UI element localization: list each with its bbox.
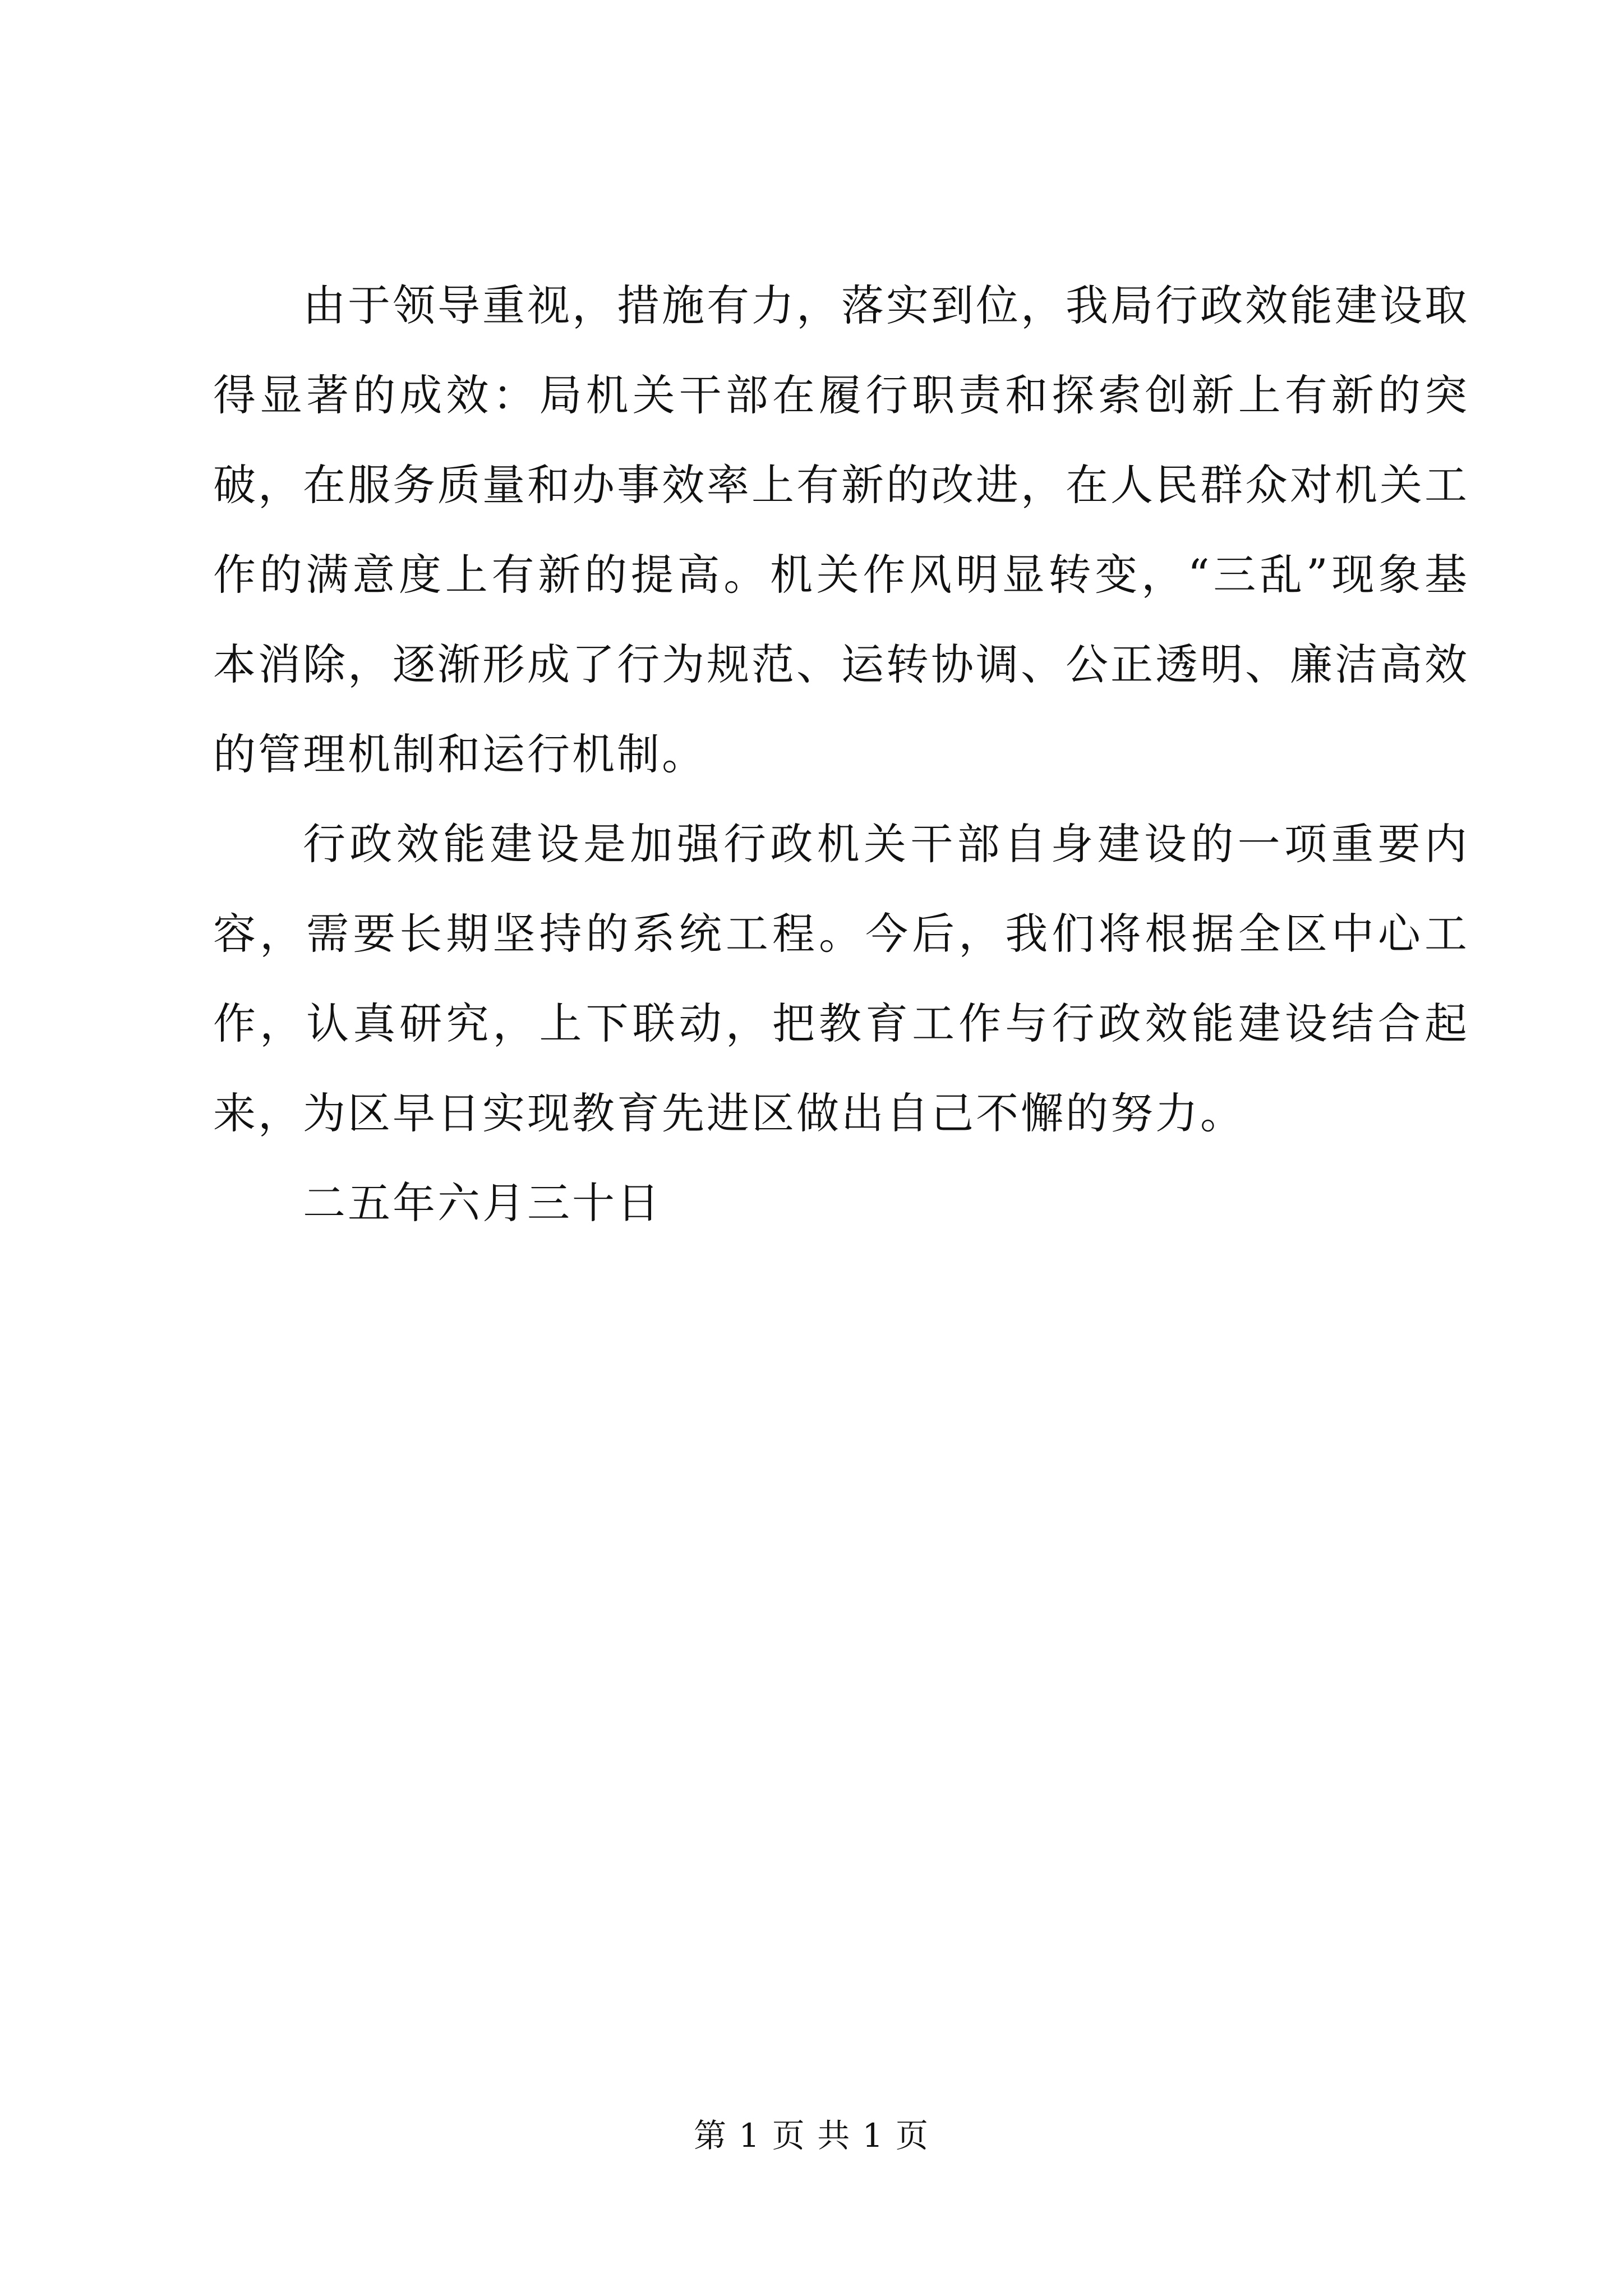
- paragraph-achievements: 由于领导重视，措施有力，落实到位，我局行政效能建设取得显著的成效：局机关干部在履行职责和探索创新上有新的突破，在服务质量和办事效率上有新的改进，在人民群众对机关工作的满意度上有新的提高。机关作风明显转变，“三乱”现象基本消除，逐渐形成了行为规范、运转协调、公正透明、廉洁高效的管理机制和运行机制。: [213, 280, 1469, 779]
- page-footer: 第 1 页 共 1 页: [694, 2116, 929, 2155]
- paragraph-future-plans: 行政效能建设是加强行政机关干部自身建设的一项重要内容，需要长期坚持的系统工程。今后，我们将根据全区中心工作，认真研究，上下联动，把教育工作与行政效能建设结合起来，为区早日实现教育先进区做出自己不懈的努力。: [213, 819, 1469, 1138]
- document-date: 二五年六月三十日: [303, 1178, 662, 1228]
- document-body: [213, 261, 1469, 1248]
